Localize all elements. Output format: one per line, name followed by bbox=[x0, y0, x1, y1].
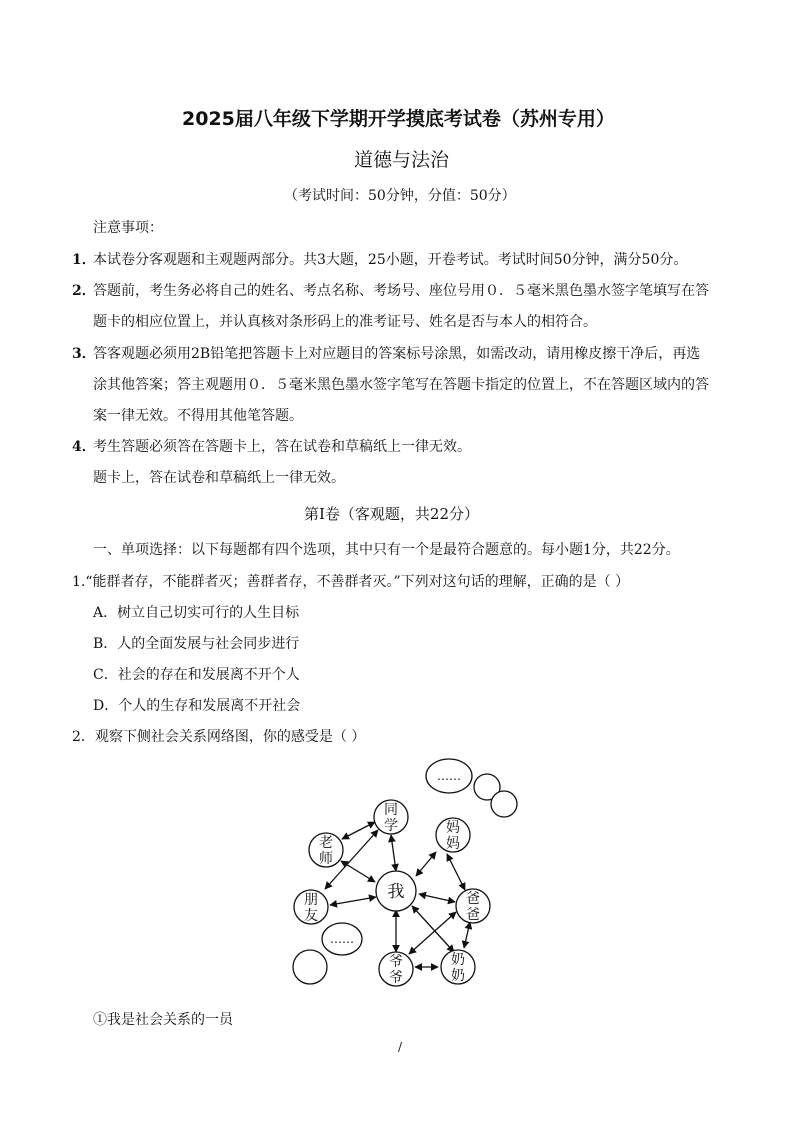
link-mother-father bbox=[447, 854, 465, 890]
question-1-option-a: A．树立自己切实可行的人生目标 bbox=[93, 605, 300, 621]
link-father-grandpa bbox=[409, 912, 456, 954]
question-1-stem: 1.“能群者存，不能群者灭；善群者存，不善群者灭。”下列对这句话的理解，正确的是（ ） bbox=[72, 574, 630, 590]
node-friend-label-2: 友 bbox=[304, 908, 318, 924]
note-3-number: 3． bbox=[72, 346, 96, 362]
page-title: 2025届八年级下学期开学摸底考试卷（苏州专用） bbox=[182, 108, 615, 130]
note-3-line-1: 答客观题必须用2B铅笔把答题卡上对应题目的答案标号涂黑，如需改动，请用橡皮擦干净后，再选 bbox=[93, 346, 701, 362]
question-2-statement-1: ①我是社会关系的一员 bbox=[93, 1012, 233, 1028]
link-me-mother bbox=[416, 852, 436, 876]
link-me-teacher bbox=[341, 861, 375, 882]
question-2-stem: 2．观察下侧社会关系网络图，你的感受是（ ） bbox=[72, 729, 366, 745]
node-father-label-1: 爸 bbox=[466, 891, 480, 907]
node-teacher-label-1: 老 bbox=[319, 835, 333, 851]
note-4-number: 4． bbox=[72, 439, 96, 455]
question-1-option-b: B．人的全面发展与社会同步进行 bbox=[93, 636, 300, 652]
note-1-line-1: 本试卷分客观题和主观题两部分。共3大题，25小题，开卷考试。考试时间50分钟，满分50分。 bbox=[93, 252, 688, 268]
ellipsis-left-label: …… bbox=[330, 932, 354, 946]
question-1-option-d: D．个人的生存和发展离不开社会 bbox=[93, 698, 301, 714]
node-me-label: 我 bbox=[387, 882, 405, 902]
question-1-option-c: C．社会的存在和发展离不开个人 bbox=[93, 667, 300, 683]
exam-info: （考试时间：50分钟，分值：50分） bbox=[284, 188, 516, 204]
note-2-line-2: 题卡的相应位置上，并认真核对条形码上的准考证号、姓名是否与本人的相符合。 bbox=[93, 314, 597, 330]
notes-heading: 注意事项： bbox=[93, 220, 163, 236]
link-classmate-teacher bbox=[342, 822, 375, 839]
page-number: / bbox=[398, 1040, 403, 1054]
note-2-line-1: 答题前，考生务必将自己的姓名、考点名称、考场号、座位号用０．５毫米黑色墨水签字笔填写在答 bbox=[93, 283, 709, 299]
note-2-number: 2． bbox=[72, 283, 96, 299]
section-instruction: 一、单项选择：以下每题都有四个选项，其中只有一个是最符合题意的。每小题1分，共22分。 bbox=[93, 542, 680, 558]
ellipsis-top-label: …… bbox=[437, 769, 461, 783]
social-network-diagram bbox=[286, 755, 546, 995]
node-grandma-label-2: 奶 bbox=[451, 968, 465, 984]
node-grandma-label-1: 奶 bbox=[451, 952, 465, 968]
link-me-father bbox=[419, 894, 455, 902]
link-father-grandma bbox=[464, 922, 470, 948]
node-teacher-label-2: 师 bbox=[319, 851, 333, 867]
link-me-classmate bbox=[391, 835, 396, 871]
node-father-label-2: 爸 bbox=[466, 907, 480, 923]
node-classmate-label-1: 同 bbox=[384, 802, 398, 818]
node-friend-label-1: 朋 bbox=[304, 892, 318, 908]
note-4-line-2: 题卡上，答在试卷和草稿纸上一律无效。 bbox=[93, 470, 345, 486]
node-grandpa-label-2: 爷 bbox=[389, 970, 403, 986]
node-mother-label-2: 妈 bbox=[446, 836, 460, 852]
note-3-line-3: 案一律无效。不得用其他笔答题。 bbox=[93, 408, 303, 424]
extra-circle-top-2 bbox=[491, 791, 517, 817]
note-1-number: 1． bbox=[72, 252, 96, 268]
section-heading: 第Ⅰ卷（客观题，共22分） bbox=[304, 505, 480, 523]
subject-title: 道德与法治 bbox=[354, 149, 450, 171]
note-3-line-2: 涂其他答案；答主观题用０．５毫米黑色墨水签字笔写在答题卡指定的位置上，不在答题区域内的答 bbox=[93, 377, 709, 393]
node-classmate-label-2: 学 bbox=[384, 818, 398, 834]
note-4-line-1: 考生答题必须答在答题卡上，答在试卷和草稿纸上一律无效。 bbox=[93, 439, 471, 455]
node-grandpa-label-1: 爷 bbox=[389, 954, 403, 970]
extra-circle-left bbox=[293, 950, 327, 984]
link-me-friend bbox=[330, 897, 376, 905]
node-mother-label-1: 妈 bbox=[446, 820, 460, 836]
